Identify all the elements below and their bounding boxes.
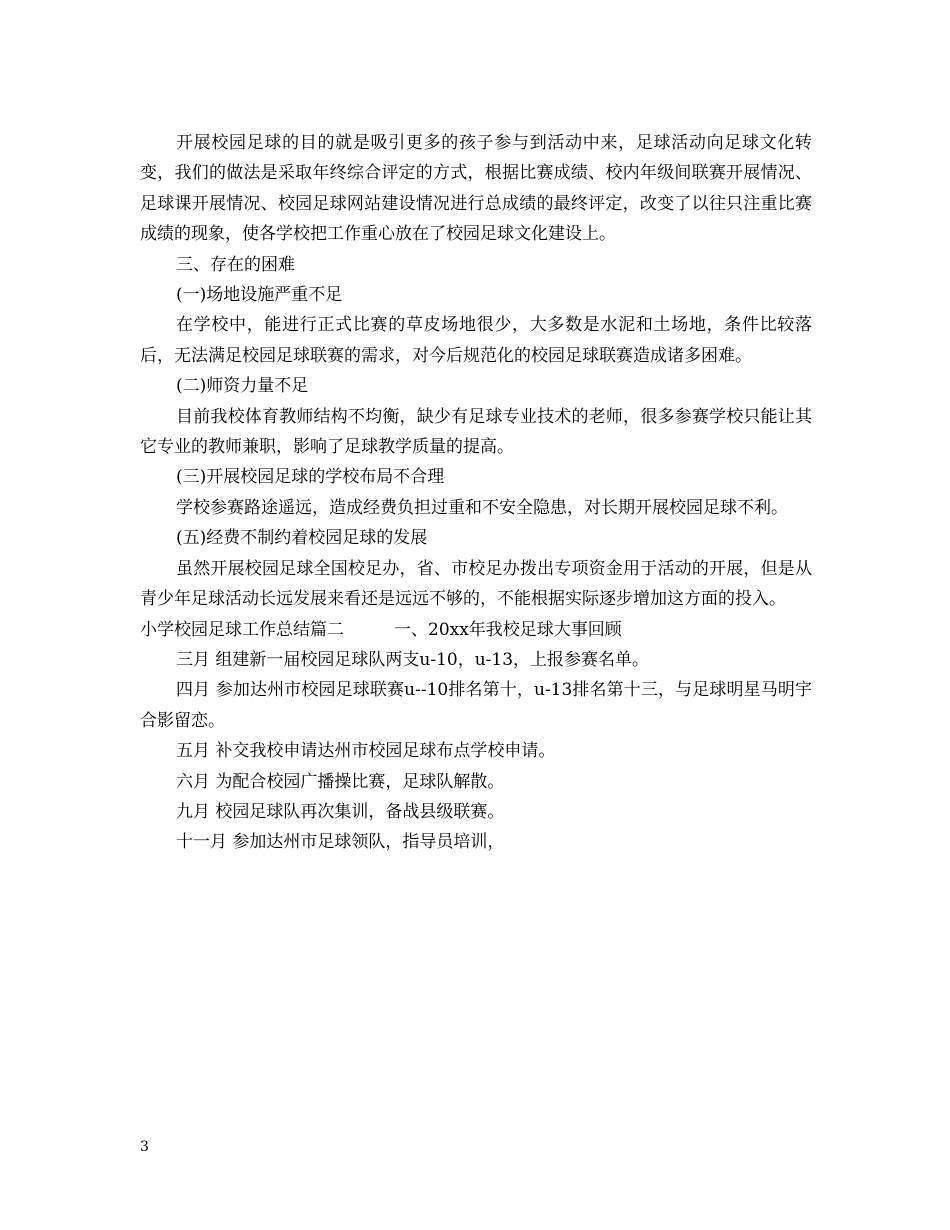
subsection-heading: (二)师资力量不足 xyxy=(176,376,309,397)
event-item: 三月 组建新一届校园足球队两支u-10，u-13，上报参赛名单。 xyxy=(176,649,650,670)
paragraph: 虽然开展校园足球全国校足办，省、市校足办拨出专项资金用于活动的开展，但是从青少年足球活动长远发展来看还是远远不够的，不能根据实际逐步增加这方面的投入。 xyxy=(140,558,812,610)
event-item: 十一月 参加达州市足球领队，指导员培训， xyxy=(176,832,505,853)
section-title-line xyxy=(140,615,812,645)
event-item: 五月 补交我校申请达州市校园足球布点学校申请。 xyxy=(176,741,556,762)
paragraph: 目前我校体育教师结构不均衡，缺少有足球专业技术的老师，很多参赛学校只能让其它专业的教师兼职，影响了足球教学质量的提高。 xyxy=(140,406,812,458)
section-title: 小学校园足球工作总结篇二 xyxy=(140,619,344,640)
subsection-heading: (五)经费不制约着校园足球的发展 xyxy=(176,528,428,549)
event-item: 四月 参加达州市校园足球联赛u--10排名第十，u-13排名第十三，与足球明星马明宇合影留恋。 xyxy=(140,680,812,731)
event-item: 九月 校园足球队再次集训，备战县级联赛。 xyxy=(176,801,505,822)
page-number: 3 xyxy=(140,1139,149,1155)
subsection-heading: (三)开展校园足球的学校布局不合理 xyxy=(176,467,445,488)
document-body xyxy=(140,128,812,858)
section-subtitle: 一、20xx年我校足球大事回顾 xyxy=(394,619,622,640)
paragraph: 在学校中，能进行正式比赛的草皮场地很少，大多数是水泥和土场地，条件比较落后，无法满足校园足球联赛的需求，对今后规范化的校园足球联赛造成诸多困难。 xyxy=(140,315,812,366)
event-item: 六月 为配合校园广播操比赛，足球队解散。 xyxy=(176,771,505,792)
paragraph: 学校参赛路途遥远，造成经费负担过重和不安全隐患，对长期开展校园足球不利。 xyxy=(176,497,788,518)
subsection-heading: (一)场地设施严重不足 xyxy=(176,285,343,306)
section-heading: 三、存在的困难 xyxy=(176,254,295,275)
paragraph: 开展校园足球的目的就是吸引更多的孩子参与到活动中来，足球活动向足球文化转变，我们的做法是采取年终综合评定的方式，根据比赛成绩、校内年级间联赛开展情况、足球课开展情况、校园足球网站建设情况进行总成绩的最终评定，改变了以往只注重比赛成绩的现象，使各学校把工作重心放在了校园足球文化建设上。 xyxy=(140,133,812,245)
